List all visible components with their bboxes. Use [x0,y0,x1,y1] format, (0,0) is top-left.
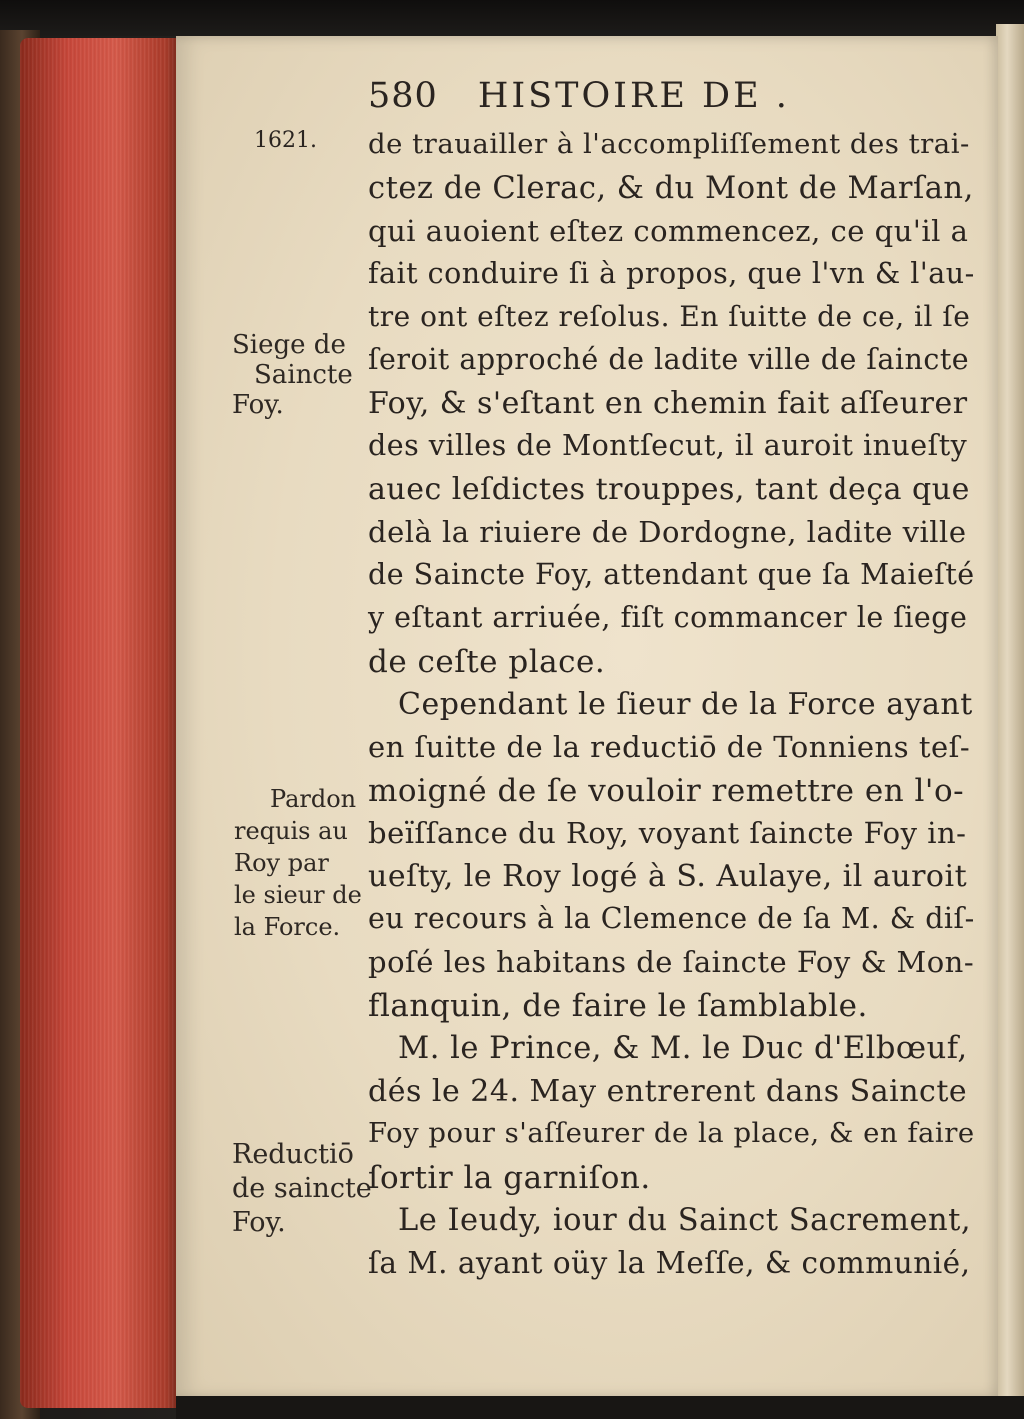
margin-note-line: Reductiō [232,1139,354,1170]
running-head [368,76,790,116]
body-line: beïſſance du Roy, voyant ſaincte Foy in- [368,816,967,850]
body-line: des villes de Montſecut, il auroit inueſty [368,429,968,462]
margin-note-line: Siege de [232,330,346,360]
body-line: M. le Prince, & M. le Duc d'Elbœuf, [398,1031,968,1066]
margin-note-line: de saincte [232,1173,372,1204]
margin-note-reduction [232,1138,372,1240]
body-line: ctez de Clerac, & du Mont de Marſan, [368,171,974,206]
margin-note-line: le sieur de [234,881,362,909]
facing-page-edge [996,24,1024,1419]
margin-note-pardon [234,783,362,943]
body-line: Cependant le ſieur de la Force ayant [398,687,973,722]
running-head-title: HISTOIRE DE . [477,76,790,116]
margin-year: 1621. [254,128,317,153]
body-line: dés le 24. May entrerent dans Saincte [368,1074,968,1109]
body-line: de trauailler à l'accompliſſement des trai- [368,128,970,160]
body-line: de ceſte place. [368,644,606,680]
margin-note-line: Foy. [232,390,284,420]
body-line: poſé les habitans de ſaincte Foy & Mon- [368,945,975,979]
body-line: flanquin, de faire le ſamblable. [368,988,868,1024]
body-line: eu recours à la Clemence de ſa M. & diſ- [368,902,975,935]
margin-note-line: Roy par [234,849,329,877]
body-line: tre ont eſtez reſolus. En ſuitte de ce, il ſe [368,300,971,333]
body-line: moigné de ſe vouloir remettre en l'o- [368,773,965,809]
margin-note-line: Foy. [232,1207,286,1238]
body-line: qui auoient eſtez commencez, ce qu'il a [368,214,969,248]
body-line: Foy pour s'aſſeurer de la place, & en faire [368,1117,975,1149]
body-line: en ſuitte de la reductiō de Tonniens teſ- [368,730,971,764]
body-line: ſortir la garniſon. [368,1160,651,1196]
margin-note-siege [232,330,353,420]
red-page-edges [20,38,180,1408]
margin-note-line: Pardon [270,785,357,813]
background-bottom [176,1396,1024,1419]
body-line: delà la riuiere de Dordogne, ladite ville [368,515,967,549]
background-top [0,0,1024,36]
body-line: ſeroit approché de ladite ville de ſaincte [368,343,970,376]
body-line: Le Ieudy, iour du Sainct Sacrement, [398,1203,972,1238]
margin-note-line: la Force. [234,913,341,941]
body-line: ſa M. ayant oüy la Meſſe, & communié, [368,1246,971,1280]
margin-note-line: requis au [234,817,348,845]
body-line: de Saincte Foy, attendant que ſa Maieſté [368,558,975,591]
body-line: y eſtant arriuée, fiſt commancer le ſiege [368,601,968,634]
body-line: fait conduire ſi à propos, que l'vn & l'au- [368,257,975,290]
margin-note-line: Saincte [254,360,353,390]
body-line: Foy, & s'eſtant en chemin fait aſſeurer [368,386,968,421]
page-number: 580 [368,76,438,116]
body-line: auec leſdictes trouppes, tant deça que [368,472,970,507]
body-line: ueſty, le Roy logé à S. Aulaye, il auroit [368,859,968,894]
